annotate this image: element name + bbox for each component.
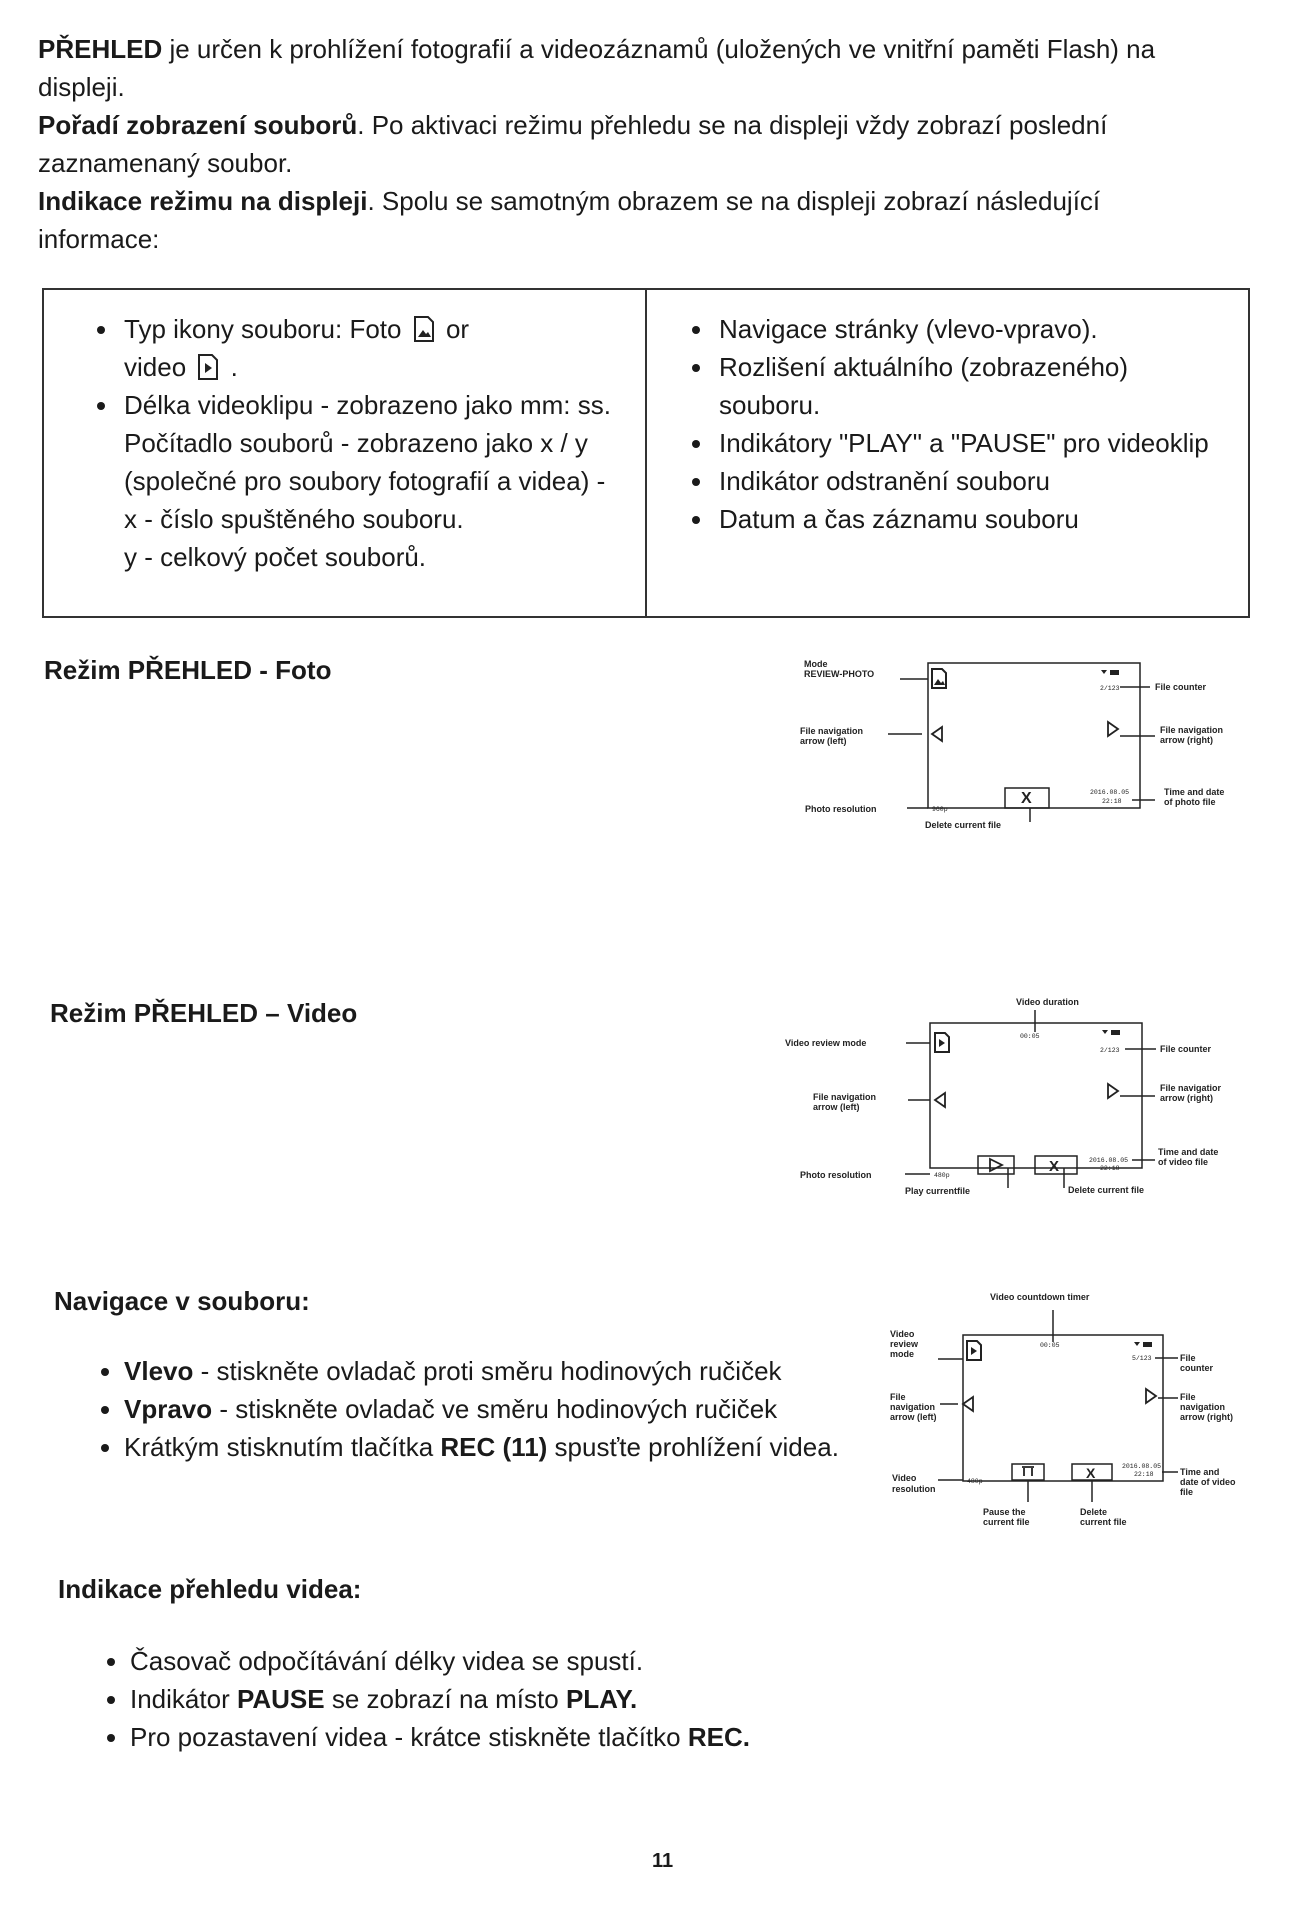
nav-left-arrow-icon <box>935 1093 945 1107</box>
section-title-indication: Indikace přehledu videa: <box>58 1574 362 1604</box>
section-title-video: Režim PŘEHLED – Video <box>50 998 358 1028</box>
wifi-battery-icon <box>1102 1030 1120 1035</box>
label-file-td: file <box>1180 1487 1194 1497</box>
pause-icon <box>1022 1467 1034 1476</box>
screen-resolution: 480p <box>967 1478 983 1485</box>
screen-time: 22:18 <box>1134 1471 1154 1478</box>
label-file-navigation-right: File navigation <box>1160 725 1224 735</box>
label-file-counter-2: counter <box>1180 1363 1214 1373</box>
label-file-nav-right-2: navigation <box>1180 1402 1226 1412</box>
screen-resolution: 480p <box>934 1172 950 1179</box>
label-delete-current-file: current file <box>1080 1517 1127 1527</box>
intro-paragraph-1: PŘEHLED je určen k prohlížení fotografií a videozáznamů (uložených ve vnitřní paměti Flash) na displeji. <box>38 34 1156 102</box>
list-item: • Indikátor PAUSE se zobrazí na místo PLAY. <box>130 1680 916 1718</box>
label-file: File <box>890 1392 906 1402</box>
list-item: • Rozlišení aktuálního (zobrazeného) souboru. <box>715 348 1228 424</box>
wifi-battery-icon <box>1101 670 1119 675</box>
label-delete-current-file: Delete current file <box>925 820 1002 830</box>
list-item: • Typ ikony souboru: Foto or video . <box>120 310 625 386</box>
right-bullet-list <box>667 310 1228 538</box>
label-of-photo-file: of photo file <box>1164 797 1216 807</box>
nav-right-arrow-icon <box>1108 722 1118 736</box>
play-icon <box>990 1159 1002 1171</box>
label-arrow-right: arrow (right) <box>1180 1412 1233 1422</box>
page-number: 11 <box>652 1850 674 1872</box>
navigation-list <box>90 1352 850 1466</box>
label-file-counter: File counter <box>1160 1044 1212 1054</box>
label-video-review-mode: Video review mode <box>785 1038 867 1048</box>
list-item: • Pro pozastavení videa - krátce stiskněte tlačítko REC. <box>130 1718 916 1756</box>
label-arrow-left: arrow (left) <box>890 1412 937 1422</box>
screen-duration: 00:05 <box>1020 1033 1040 1040</box>
label-pause-the: Pause the <box>983 1507 1026 1517</box>
video-file-icon <box>197 354 219 380</box>
photo-file-icon <box>413 316 435 342</box>
nav-left-arrow-icon <box>932 727 942 741</box>
screen-date: 2016.08.05 <box>1090 789 1130 796</box>
info-table-right-cell <box>646 289 1249 617</box>
label-file-navigation-right: File navigatior <box>1160 1083 1222 1093</box>
delete-x-icon: X <box>1086 1465 1096 1481</box>
screen-countdown-timer: 00:05 <box>1040 1342 1060 1349</box>
label-review: review <box>890 1339 919 1349</box>
screen-resolution: 960p <box>932 806 948 813</box>
label-time-and: Time and <box>1180 1467 1220 1477</box>
intro-paragraph-2: Pořadí zobrazení souborů. Po aktivaci režimu přehledu se na displeji vždy zobrazí poslední zaznamenaný soubor. <box>38 110 1108 178</box>
video-review-diagram <box>780 988 1260 1208</box>
list-item: • Datum a čas záznamu souboru <box>715 500 1228 538</box>
video-countdown-diagram <box>880 1280 1280 1540</box>
label-photo-resolution: Photo resolution <box>800 1170 872 1180</box>
label-video-duration: Video duration <box>1016 997 1079 1007</box>
label-of-video-file: of video file <box>1158 1157 1209 1167</box>
video-mode-icon <box>935 1033 949 1052</box>
label-file-counter-1: File <box>1180 1353 1196 1363</box>
label-file-nav-right-1: File <box>1180 1392 1196 1402</box>
label-mode: mode <box>890 1349 915 1359</box>
section-title-navigation: Navigace v souboru: <box>54 1286 310 1316</box>
label-arrow-right: arrow (right) <box>1160 1093 1213 1103</box>
label-file-navigation-left: File navigation <box>813 1092 877 1102</box>
screen-date: 2016.08.05 <box>1089 1157 1129 1164</box>
list-item: • Vpravo - stiskněte ovladač ve směru hodinových ručiček <box>124 1390 850 1428</box>
nav-right-arrow-icon <box>1146 1389 1156 1403</box>
label-video-countdown-timer: Video countdown timer <box>990 1292 1090 1302</box>
screen-file-counter: 2/123 <box>1100 1047 1120 1054</box>
label-mode: Mode <box>804 659 828 669</box>
label-delete-current-file: Delete current file <box>1068 1185 1145 1195</box>
screen-file-counter: 2/123 <box>1100 685 1120 692</box>
screen-file-counter: 5/123 <box>1132 1355 1152 1362</box>
screen-date: 2016.08.05 <box>1122 1463 1162 1470</box>
label-file-counter: File counter <box>1155 682 1207 692</box>
label-date-of-video: date of video <box>1180 1477 1236 1487</box>
list-item: • Navigace stránky (vlevo-vpravo). <box>715 310 1228 348</box>
label-file-navigation-left: File navigation <box>800 726 864 736</box>
list-item: • Indikátor odstranění souboru <box>715 462 1228 500</box>
label-photo-resolution: Photo resolution <box>805 804 877 814</box>
section-title-photo: Režim PŘEHLED - Foto <box>44 655 332 685</box>
left-bullet-list <box>64 310 625 576</box>
label-pause-current-file: current file <box>983 1517 1030 1527</box>
video-mode-icon <box>967 1341 981 1360</box>
photo-review-diagram <box>780 650 1260 850</box>
intro-paragraph-3: Indikace režimu na displeji. Spolu se samotným obrazem se na displeji zobrazí následující informace: <box>38 186 1101 254</box>
info-table <box>42 288 1250 618</box>
label-time-date: Time and date <box>1164 787 1225 797</box>
label-video: Video <box>890 1329 915 1339</box>
delete-x-icon: X <box>1021 790 1032 807</box>
indication-list <box>96 1642 916 1756</box>
screen-time: 22:18 <box>1100 1165 1120 1172</box>
label-arrow-right: arrow (right) <box>1160 735 1213 745</box>
list-item: • Časovač odpočítávání délky videa se spustí. <box>130 1642 916 1680</box>
info-table-left-cell <box>43 289 646 617</box>
photo-mode-icon <box>932 669 946 688</box>
list-item: • Indikátory "PLAY" a "PAUSE" pro videoklip <box>715 424 1228 462</box>
list-item: • Vlevo - stiskněte ovladač proti směru hodinových ručiček <box>124 1352 850 1390</box>
screen-time: 22:18 <box>1102 798 1122 805</box>
label-mode-review-photo: REVIEW-PHOTO <box>804 669 875 679</box>
label-delete: Delete <box>1080 1507 1108 1517</box>
nav-left-arrow-icon <box>963 1397 973 1411</box>
nav-right-arrow-icon <box>1108 1084 1118 1098</box>
label-arrow-left: arrow (left) <box>800 736 847 746</box>
list-item: • Krátkým stisknutím tlačítka REC (11) spusťte prohlížení videa. <box>124 1428 850 1466</box>
wifi-battery-icon <box>1134 1342 1152 1347</box>
label-navigation: navigation <box>890 1402 936 1412</box>
list-item: • Délka videoklipu - zobrazeno jako mm: ss. Počítadlo souborů - zobrazeno jako x / y (společné pro soubory fotografií a videa) - x - číslo spuštěného souboru. y - celkový počet souborů. <box>120 386 625 576</box>
label-arrow-left: arrow (left) <box>813 1102 860 1112</box>
label-resolution: resolution <box>892 1484 936 1494</box>
label-play-current-file: Play currentfile <box>905 1186 971 1196</box>
delete-x-icon: X <box>1049 1158 1060 1175</box>
label-time-date: Time and date <box>1158 1147 1219 1157</box>
label-video-res: Video <box>892 1473 917 1483</box>
